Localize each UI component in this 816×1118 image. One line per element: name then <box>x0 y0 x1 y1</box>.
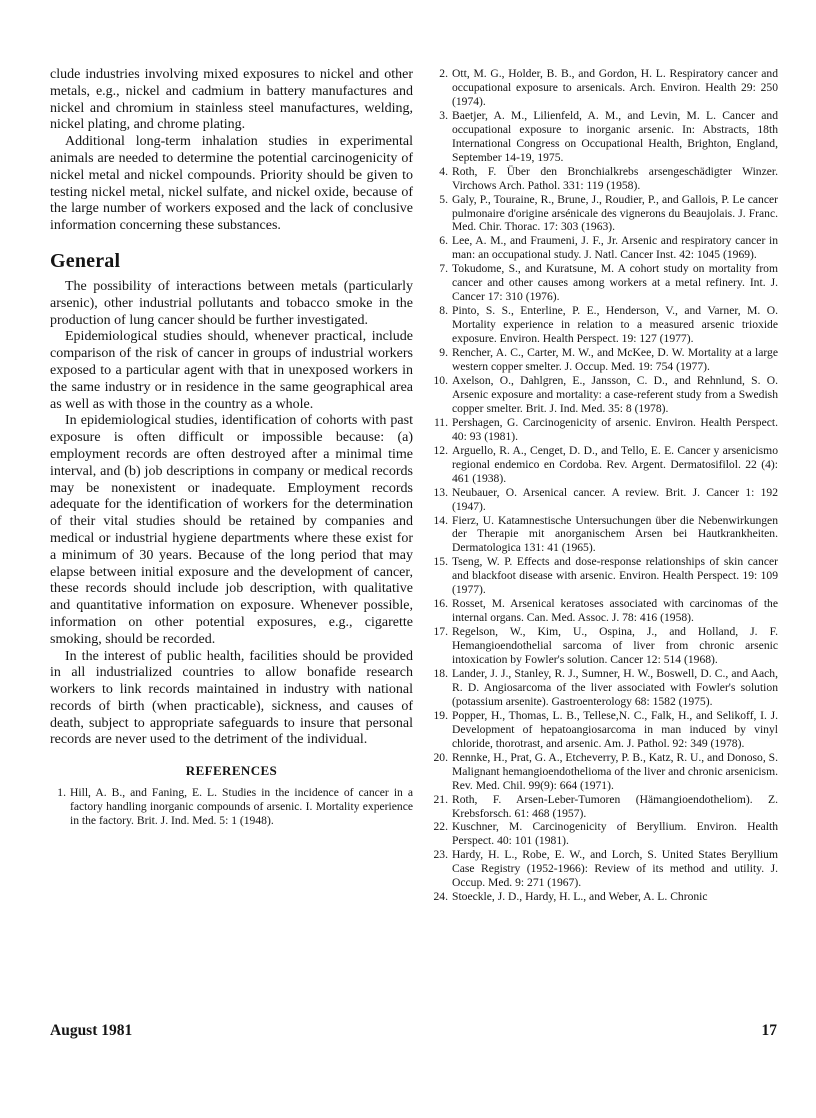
reference-number: 3. <box>439 108 448 122</box>
reference-item <box>432 109 778 165</box>
reference-item <box>432 597 778 625</box>
reference-text: Rosset, M. Arsenical keratoses associated with carcinomas of the internal organs. Can. Med. Assoc. J. 78: 416 (1958). <box>452 597 778 625</box>
reference-item <box>432 709 778 751</box>
reference-number: 4. <box>439 164 448 178</box>
reference-item <box>432 820 778 848</box>
reference-number: 9. <box>439 346 448 360</box>
left-column <box>50 67 413 828</box>
footer-date: August 1981 <box>50 1022 133 1039</box>
references-heading: REFERENCES <box>185 763 278 779</box>
reference-text: Fierz, U. Katamnestische Untersuchungen über die Nebenwirkungen der Therapie mit anorganischem Arsen bei Hautkrankheiten. Dermatologica 131: 41 (1965). <box>452 513 778 555</box>
reference-number: 2. <box>439 67 448 80</box>
body-paragraph: Additional long-term inhalation studies in experimental animals are needed to determine the potential carcinogenicity of nickel metal and nickel compounds. Priority should be given to testing nickel metal, nickel sulfate, and nickel oxide, because of the large number of workers exposed and the lack of conclusive information concerning these substances. <box>50 134 413 234</box>
reference-number: 23. <box>433 848 448 862</box>
reference-item <box>432 793 778 821</box>
reference-item <box>432 667 778 709</box>
reference-item <box>432 514 778 556</box>
reference-text: Tokudome, S., and Kuratsune, M. A cohort study on mortality from cancer and other causes among workers at a metal refinery. Int. J. Cancer 17: 310 (1976). <box>452 262 778 304</box>
reference-number: 1. <box>57 786 66 800</box>
reference-number: 24. <box>433 890 448 904</box>
reference-item <box>432 890 778 904</box>
reference-text: Stoeckle, J. D., Hardy, H. L., and Weber, A. L. Chronic <box>452 890 708 904</box>
reference-text: Ott, M. G., Holder, B. B., and Gordon, H. L. Respiratory cancer and occupational exposure to arsenicals. Arch. Environ. Health 29: 250 (1974). <box>452 67 778 108</box>
reference-text: Pershagen, G. Carcinogenicity of arsenic. Environ. Health Perspect. 40: 93 (1981). <box>452 415 778 443</box>
reference-number: 5. <box>439 192 448 206</box>
reference-number: 11. <box>433 415 448 429</box>
reference-number: 22. <box>433 820 448 834</box>
right-column <box>432 67 778 904</box>
reference-item <box>432 374 778 416</box>
reference-text: Hardy, H. L., Robe, E. W., and Lorch, S. United States Beryllium Case Registry (1952-1966): Review of its method and utility. J. Occup. Med. 9: 271 (1967). <box>452 848 778 890</box>
body-paragraph: In epidemiological studies, identification of cohorts with past exposure is often difficult or impossible because: (a) employment records are often destroyed after a minimal time interval, and (b) job descriptions in company or medical records may be nonexistent or inadequate. Employment records adequate for the identification of workers for the determination of their vital studies should be retained by companies and medical or industrial hygiene departments where these exist for a minimum of 30 years. Because of the long period that may elapse between initial exposure and the development of cancer, these records should include job description, with qualitative and quantitative information on exposure. Whenever possible, information on other potential exposures, e.g., cigarette smoking, should be recorded. <box>50 413 413 647</box>
page-number: 17 <box>761 1022 777 1039</box>
reference-item <box>432 751 778 793</box>
reference-item <box>432 625 778 667</box>
reference-text: Popper, H., Thomas, L. B., Tellese,N. C., Falk, H., and Selikoff, I. J. Development of hepatoangiosarcoma in man induced by vinyl chloride, thorotrast, and arsenic. Am. J. Pathol. 92: 349 (1978). <box>452 708 778 750</box>
reference-text: Roth, F. Arsen-Leber-Tumoren (Hämangioendotheliom). Z. Krebsforsch. 61: 468 (1957). <box>452 792 778 820</box>
reference-text: Regelson, W., Kim, U., Ospina, J., and Holland, J. F. Hemangioendothelial sarcoma of liver from chronic arsenic intoxication by Fowler's solution. Cancer 12: 514 (1968). <box>452 625 778 667</box>
reference-number: 10. <box>433 373 448 387</box>
reference-text: Baetjer, A. M., Lilienfeld, A. M., and Levin, M. L. Cancer and occupational exposure to inorganic arsenic. In: Abstracts, 18th International Congress on Occupational Health, Brighton, England, September 14-19, 1975. <box>452 108 778 164</box>
reference-number: 7. <box>439 262 448 276</box>
reference-item <box>432 486 778 514</box>
reference-text: Rencher, A. C., Carter, M. W., and McKee, D. W. Mortality at a large western copper smelter. J. Occup. Med. 19: 754 (1977). <box>452 346 778 374</box>
reference-item <box>432 262 778 304</box>
reference-item <box>432 444 778 486</box>
reference-number: 14. <box>433 513 448 527</box>
body-paragraph: In the interest of public health, facilities should be provided in all industrialized countries to allow bonafide research workers to link records maintained in industry with national records of birth (when practicable), sickness, and causes of death, subject to appropriate safeguards to insure that personal records are never used to the detriment of the individual. <box>50 648 413 748</box>
reference-item <box>432 193 778 235</box>
reference-number: 6. <box>439 234 448 248</box>
reference-item <box>432 304 778 346</box>
reference-number: 19. <box>433 708 448 722</box>
reference-item <box>432 848 778 890</box>
reference-text: Lander, J. J., Stanley, R. J., Sumner, H. W., Boswell, D. C., and Aach, R. D. Angiosarcoma of the liver associated with Fowler's solution (potassium arsenite). Gastroenterology 68: 1582 (1975). <box>452 666 778 708</box>
reference-text: Tseng, W. P. Effects and dose-response relationships of skin cancer and blackfoot disease with arsenic. Environ. Health Perspect. 19: 109 (1977). <box>452 555 778 597</box>
reference-item <box>432 555 778 597</box>
body-paragraph: The possibility of interactions between metals (particularly arsenic), other industrial pollutants and tobacco smoke in the production of lung cancer should be further investigated. <box>50 278 413 328</box>
reference-number: 18. <box>433 666 448 680</box>
reference-number: 17. <box>433 625 448 639</box>
reference-item <box>432 67 778 109</box>
reference-text: Pinto, S. S., Enterline, P. E., Henderson, V., and Varner, M. O. Mortality experience in relation to a measured arsenic trioxide exposure. Environ. Health Perspect. 19: 127 (1977). <box>452 304 778 346</box>
reference-text: Galy, P., Touraine, R., Brune, J., Roudier, P., and Gallois, P. Le cancer pulmonaire d'origine arsénicale des vignerons du Beaujolais. J. Franc. Med. Chir. Thorac. 17: 303 (1963). <box>452 192 778 234</box>
section-heading-general: General <box>50 249 121 272</box>
reference-text: Arguello, R. A., Cenget, D. D., and Tello, E. E. Cancer y arsenicismo regional endemico en Cordoba. Rev. Argent. Dermatosifilol. 22 (4): 461 (1938). <box>452 443 778 485</box>
reference-number: 20. <box>433 750 448 764</box>
body-paragraph: clude industries involving mixed exposures to nickel and other metals, e.g., nickel and cadmium in battery manufactures and nickel and chromium in stainless steel manufactures, welding, nickel plating, and chrome plating. <box>50 67 413 133</box>
body-paragraph: Epidemiological studies should, whenever practical, include comparison of the risk of cancer in groups of industrial workers exposed to a particular agent with that in unexposed workers in the same industry or in residence in the same geographical area as well as with those in the country as a whole. <box>50 329 413 412</box>
reference-number: 13. <box>433 485 448 499</box>
reference-number: 21. <box>433 792 448 806</box>
reference-number: 8. <box>439 304 448 318</box>
reference-item <box>50 786 413 828</box>
reference-item <box>432 234 778 262</box>
reference-text: Hill, A. B., and Faning, E. L. Studies in the incidence of cancer in a factory handling inorganic compounds of arsenic. I. Mortality experience in the factory. Brit. J. Ind. Med. 5: 1 (1948). <box>70 786 413 828</box>
reference-text: Lee, A. M., and Fraumeni, J. F., Jr. Arsenic and respiratory cancer in man: an occupational study. J. Natl. Cancer Inst. 42: 1045 (1969). <box>452 234 778 262</box>
reference-number: 15. <box>433 555 448 569</box>
reference-text: Kuschner, M. Carcinogenicity of Beryllium. Environ. Health Perspect. 40: 101 (1981). <box>452 820 778 848</box>
reference-item <box>432 165 778 193</box>
reference-number: 12. <box>433 443 448 457</box>
reference-number: 16. <box>433 597 448 611</box>
reference-item <box>432 346 778 374</box>
reference-text: Axelson, O., Dahlgren, E., Jansson, C. D., and Rehnlund, S. O. Arsenic exposure and mortality: a case-referent study from a Swedish copper smelter. Brit. J. Ind. Med. 35: 8 (1978). <box>452 373 778 415</box>
reference-item <box>432 416 778 444</box>
reference-text: Rennke, H., Prat, G. A., Etcheverry, P. B., Katz, R. U., and Donoso, S. Malignant hemangioendothelioma of the liver and chronic arsenicism. Rev. Med. Chil. 99(9): 664 (1971). <box>452 750 778 792</box>
reference-text: Neubauer, O. Arsenical cancer. A review. Brit. J. Cancer 1: 192 (1947). <box>452 485 778 513</box>
reference-text: Roth, F. Über den Bronchialkrebs arsengeschädigter Winzer. Virchows Arch. Pathol. 331: 119 (1958). <box>452 164 778 192</box>
